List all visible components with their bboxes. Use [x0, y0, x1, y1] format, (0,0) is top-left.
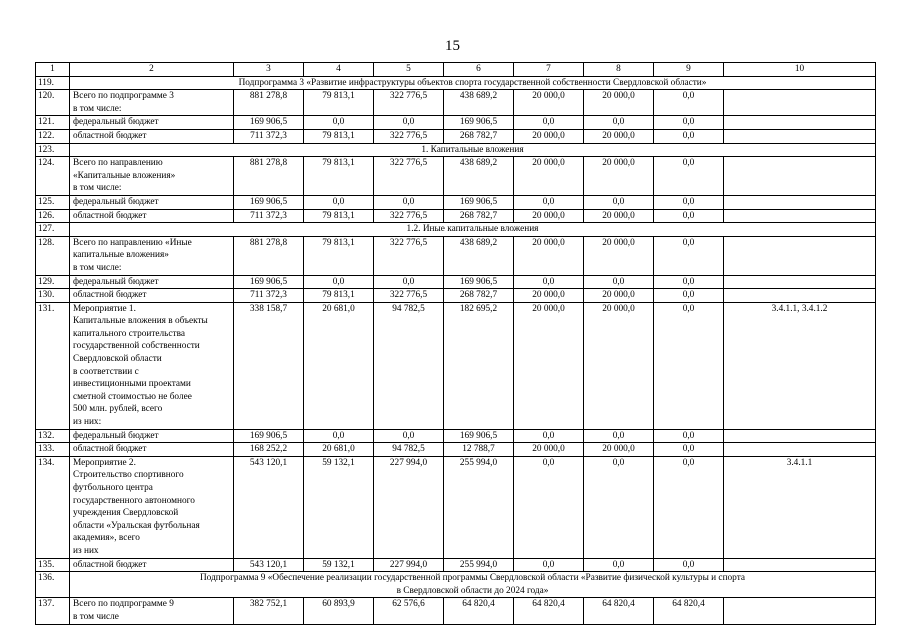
row-label: федеральный бюджет	[70, 429, 234, 443]
value-cell: 0,0	[584, 429, 654, 443]
value-cell: 64 820,4	[654, 598, 724, 624]
value-cell: 0,0	[654, 129, 724, 143]
row-label: Всего по направлению «Иные капитальные вложения» в том числе:	[70, 236, 234, 275]
section-title: Подпрограмма 3 «Развитие инфраструктуры объектов спорта государственной собственности Свердловской области»	[70, 76, 876, 90]
row-label: областной бюджет	[70, 209, 234, 223]
target-indicator-cell	[724, 129, 876, 143]
row-label: областной бюджет	[70, 289, 234, 303]
value-cell: 0,0	[374, 195, 444, 209]
value-cell: 20 000,0	[514, 209, 584, 223]
value-cell: 20 000,0	[514, 129, 584, 143]
value-cell: 20 000,0	[584, 157, 654, 196]
target-indicator-cell	[724, 598, 876, 624]
value-cell: 169 906,5	[444, 195, 514, 209]
target-indicator-cell	[724, 443, 876, 457]
value-cell: 382 752,1	[234, 598, 304, 624]
section-title: Подпрограмма 9 «Обеспечение реализации государственной программы Свердловской области «Развитие физической культуры и спорта в Свердловской области до 2024 года»	[70, 572, 876, 598]
row-number: 133.	[36, 443, 70, 457]
value-cell: 12 788,7	[444, 443, 514, 457]
value-cell: 322 776,5	[374, 157, 444, 196]
value-cell: 0,0	[514, 116, 584, 130]
column-header: 9	[654, 63, 724, 77]
value-cell: 0,0	[654, 236, 724, 275]
value-cell: 227 994,0	[374, 456, 444, 558]
value-cell: 0,0	[514, 275, 584, 289]
row-number: 132.	[36, 429, 70, 443]
value-cell: 79 813,1	[304, 129, 374, 143]
row-number: 131.	[36, 302, 70, 429]
value-cell: 0,0	[654, 157, 724, 196]
value-cell: 881 278,8	[234, 90, 304, 116]
value-cell: 169 906,5	[234, 116, 304, 130]
column-header: 3	[234, 63, 304, 77]
value-cell: 0,0	[654, 195, 724, 209]
column-header: 5	[374, 63, 444, 77]
section-row	[36, 76, 876, 90]
value-cell: 60 893,9	[304, 598, 374, 624]
table-row	[36, 116, 876, 130]
table-row	[36, 598, 876, 624]
row-number: 122.	[36, 129, 70, 143]
table-row	[36, 456, 876, 558]
value-cell: 79 813,1	[304, 157, 374, 196]
value-cell: 711 372,3	[234, 289, 304, 303]
value-cell: 59 132,1	[304, 558, 374, 572]
value-cell: 0,0	[514, 195, 584, 209]
column-header: 10	[724, 63, 876, 77]
value-cell: 0,0	[374, 275, 444, 289]
value-cell: 0,0	[654, 275, 724, 289]
row-number: 137.	[36, 598, 70, 624]
value-cell: 0,0	[654, 456, 724, 558]
value-cell: 20 000,0	[514, 289, 584, 303]
value-cell: 79 813,1	[304, 289, 374, 303]
value-cell: 20 681,0	[304, 443, 374, 457]
value-cell: 20 000,0	[514, 302, 584, 429]
row-number: 126.	[36, 209, 70, 223]
value-cell: 20 000,0	[584, 90, 654, 116]
column-header: 1	[36, 63, 70, 77]
value-cell: 20 681,0	[304, 302, 374, 429]
value-cell: 543 120,1	[234, 558, 304, 572]
value-cell: 0,0	[654, 558, 724, 572]
value-cell: 438 689,2	[444, 236, 514, 275]
budget-table	[35, 62, 876, 625]
target-indicator-cell	[724, 157, 876, 196]
row-number: 123.	[36, 143, 70, 157]
value-cell: 268 782,7	[444, 289, 514, 303]
target-indicator-cell	[724, 90, 876, 116]
row-label: федеральный бюджет	[70, 116, 234, 130]
value-cell: 62 576,6	[374, 598, 444, 624]
value-cell: 0,0	[654, 116, 724, 130]
section-title: 1.2. Иные капитальные вложения	[70, 223, 876, 237]
value-cell: 322 776,5	[374, 289, 444, 303]
target-indicator-cell	[724, 116, 876, 130]
value-cell: 255 994,0	[444, 456, 514, 558]
table-row	[36, 209, 876, 223]
value-cell: 0,0	[374, 116, 444, 130]
row-label: областной бюджет	[70, 558, 234, 572]
table-row	[36, 236, 876, 275]
column-header: 4	[304, 63, 374, 77]
value-cell: 168 252,2	[234, 443, 304, 457]
value-cell: 169 906,5	[234, 195, 304, 209]
table-row	[36, 195, 876, 209]
row-label: федеральный бюджет	[70, 275, 234, 289]
row-number: 124.	[36, 157, 70, 196]
value-cell: 881 278,8	[234, 236, 304, 275]
row-number: 119.	[36, 76, 70, 90]
value-cell: 20 000,0	[514, 157, 584, 196]
row-number: 127.	[36, 223, 70, 237]
value-cell: 0,0	[584, 558, 654, 572]
table-row	[36, 275, 876, 289]
row-number: 135.	[36, 558, 70, 572]
table-row	[36, 443, 876, 457]
value-cell: 0,0	[584, 195, 654, 209]
value-cell: 322 776,5	[374, 129, 444, 143]
value-cell: 0,0	[654, 443, 724, 457]
value-cell: 79 813,1	[304, 90, 374, 116]
value-cell: 94 782,5	[374, 443, 444, 457]
table-row	[36, 90, 876, 116]
value-cell: 20 000,0	[584, 289, 654, 303]
value-cell: 0,0	[654, 302, 724, 429]
target-indicator-cell: 3.4.1.1	[724, 456, 876, 558]
value-cell: 268 782,7	[444, 209, 514, 223]
value-cell: 94 782,5	[374, 302, 444, 429]
table-row	[36, 558, 876, 572]
value-cell: 20 000,0	[584, 209, 654, 223]
value-cell: 79 813,1	[304, 236, 374, 275]
value-cell: 268 782,7	[444, 129, 514, 143]
value-cell: 64 820,4	[444, 598, 514, 624]
row-number: 121.	[36, 116, 70, 130]
target-indicator-cell	[724, 429, 876, 443]
value-cell: 711 372,3	[234, 129, 304, 143]
value-cell: 169 906,5	[444, 116, 514, 130]
value-cell: 543 120,1	[234, 456, 304, 558]
value-cell: 438 689,2	[444, 157, 514, 196]
value-cell: 20 000,0	[584, 443, 654, 457]
section-title: 1. Капитальные вложения	[70, 143, 876, 157]
value-cell: 0,0	[514, 456, 584, 558]
row-number: 134.	[36, 456, 70, 558]
page-number: 15	[445, 38, 460, 54]
column-header: 6	[444, 63, 514, 77]
value-cell: 64 820,4	[584, 598, 654, 624]
value-cell: 0,0	[304, 195, 374, 209]
value-cell: 0,0	[374, 429, 444, 443]
row-label: областной бюджет	[70, 443, 234, 457]
value-cell: 0,0	[654, 429, 724, 443]
target-indicator-cell	[724, 275, 876, 289]
value-cell: 0,0	[654, 289, 724, 303]
row-label: Всего по подпрограмме 9 в том числе	[70, 598, 234, 624]
value-cell: 79 813,1	[304, 209, 374, 223]
value-cell: 0,0	[584, 275, 654, 289]
value-cell: 64 820,4	[514, 598, 584, 624]
value-cell: 322 776,5	[374, 236, 444, 275]
row-number: 125.	[36, 195, 70, 209]
target-indicator-cell: 3.4.1.1, 3.4.1.2	[724, 302, 876, 429]
value-cell: 0,0	[304, 429, 374, 443]
value-cell: 20 000,0	[584, 236, 654, 275]
value-cell: 338 158,7	[234, 302, 304, 429]
value-cell: 0,0	[514, 429, 584, 443]
column-header-row	[36, 63, 876, 77]
value-cell: 59 132,1	[304, 456, 374, 558]
target-indicator-cell	[724, 236, 876, 275]
row-number: 130.	[36, 289, 70, 303]
row-label: Мероприятие 1. Капитальные вложения в объекты капитального строительства государственной собственности Свердловской области в соответствии с инвестиционными проектами сметной стоимостью не более 500 млн. рублей, всего из них:	[70, 302, 234, 429]
target-indicator-cell	[724, 209, 876, 223]
value-cell: 227 994,0	[374, 558, 444, 572]
row-number: 120.	[36, 90, 70, 116]
table-row	[36, 157, 876, 196]
value-cell: 20 000,0	[514, 236, 584, 275]
value-cell: 20 000,0	[514, 90, 584, 116]
table-row	[36, 429, 876, 443]
value-cell: 169 906,5	[234, 429, 304, 443]
table-row	[36, 129, 876, 143]
value-cell: 0,0	[514, 558, 584, 572]
row-number: 136.	[36, 572, 70, 598]
value-cell: 0,0	[654, 209, 724, 223]
value-cell: 322 776,5	[374, 90, 444, 116]
column-header: 8	[584, 63, 654, 77]
value-cell: 20 000,0	[514, 443, 584, 457]
value-cell: 169 906,5	[234, 275, 304, 289]
value-cell: 0,0	[654, 90, 724, 116]
section-row	[36, 572, 876, 598]
row-label: Всего по направлению «Капитальные вложения» в том числе:	[70, 157, 234, 196]
target-indicator-cell	[724, 195, 876, 209]
target-indicator-cell	[724, 289, 876, 303]
value-cell: 255 994,0	[444, 558, 514, 572]
value-cell: 0,0	[584, 116, 654, 130]
value-cell: 169 906,5	[444, 275, 514, 289]
value-cell: 20 000,0	[584, 129, 654, 143]
value-cell: 711 372,3	[234, 209, 304, 223]
value-cell: 182 695,2	[444, 302, 514, 429]
value-cell: 169 906,5	[444, 429, 514, 443]
value-cell: 0,0	[304, 116, 374, 130]
value-cell: 881 278,8	[234, 157, 304, 196]
target-indicator-cell	[724, 558, 876, 572]
value-cell: 0,0	[584, 456, 654, 558]
row-number: 129.	[36, 275, 70, 289]
column-header: 7	[514, 63, 584, 77]
row-label: Всего по подпрограмме 3 в том числе:	[70, 90, 234, 116]
table-row	[36, 289, 876, 303]
row-label: областной бюджет	[70, 129, 234, 143]
value-cell: 322 776,5	[374, 209, 444, 223]
value-cell: 0,0	[304, 275, 374, 289]
value-cell: 20 000,0	[584, 302, 654, 429]
column-header: 2	[70, 63, 234, 77]
row-number: 128.	[36, 236, 70, 275]
row-label: Мероприятие 2. Строительство спортивного футбольного центра государственного автономного учреждения Свердловской области «Уральская футбольная академия», всего из них	[70, 456, 234, 558]
section-row	[36, 143, 876, 157]
table-row	[36, 302, 876, 429]
row-label: федеральный бюджет	[70, 195, 234, 209]
value-cell: 438 689,2	[444, 90, 514, 116]
section-row	[36, 223, 876, 237]
